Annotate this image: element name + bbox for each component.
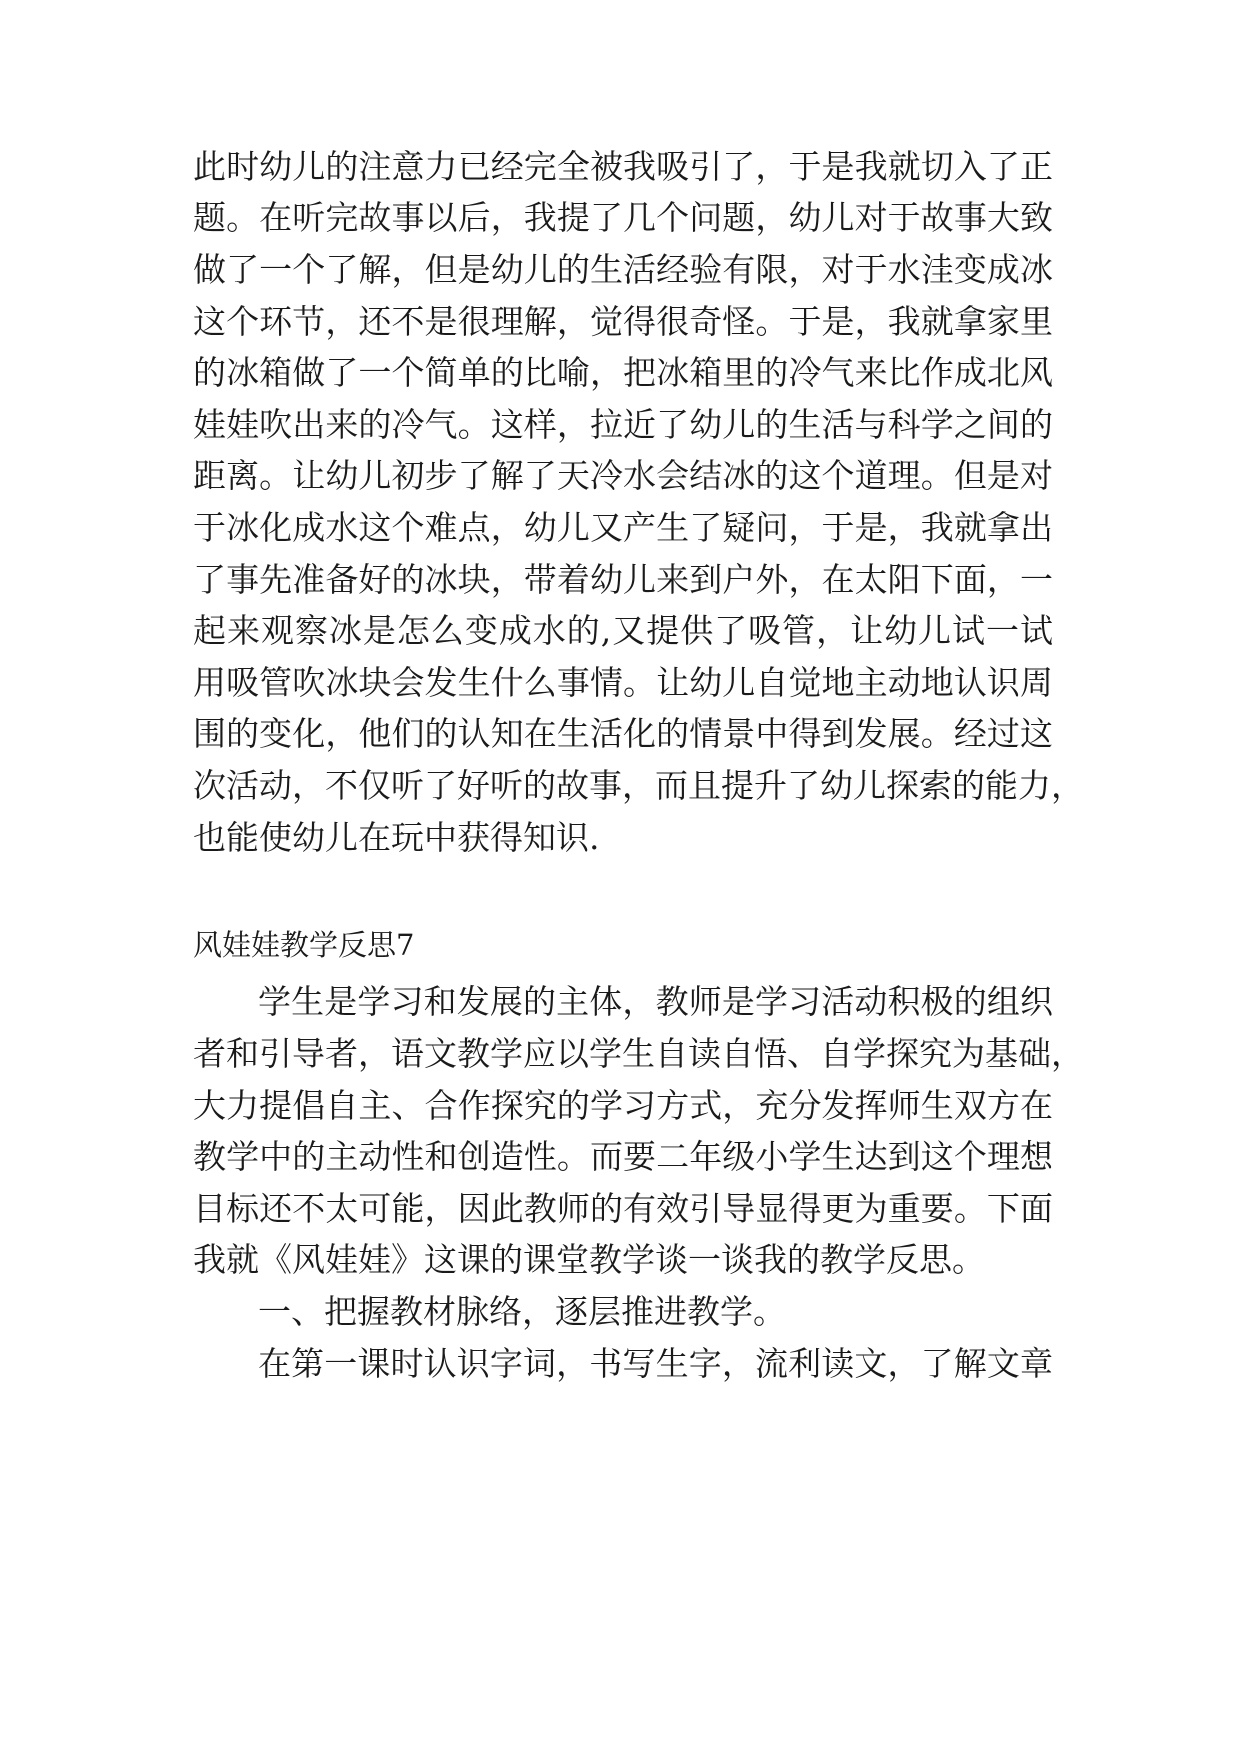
text-line: 于冰化成水这个难点，幼儿又产生了疑问，于是，我就拿出	[193, 508, 1053, 547]
text-line: 娃娃吹出来的冷气。这样，拉近了幼儿的生活与科学之间的	[193, 405, 1053, 444]
text-line: 题。在听完故事以后，我提了几个问题，幼儿对于故事大致	[193, 198, 1053, 237]
text-line: 此时幼儿的注意力已经完全被我吸引了，于是我就切入了正	[193, 147, 1053, 186]
point-heading: 一、把握教材脉络，逐层推进教学。	[258, 1292, 786, 1331]
text-line: 在第一课时认识字词，书写生字，流利读文，了解文章	[258, 1344, 1053, 1383]
text-line: 大力提倡自主、合作探究的学习方式，充分发挥师生双方在	[193, 1086, 1053, 1125]
text-line: 学生是学习和发展的主体，教师是学习活动积极的组织	[258, 982, 1053, 1021]
text-line: 了事先准备好的冰块，带着幼儿来到户外，在太阳下面，一	[193, 560, 1053, 599]
text-line: 做了一个了解，但是幼儿的生活经验有限，对于水洼变成冰	[193, 250, 1053, 289]
text-line: 起来观察冰是怎么变成水的,又提供了吸管，让幼儿试一试	[193, 611, 1053, 650]
text-line: 我就《风娃娃》这课的课堂教学谈一谈我的教学反思。	[193, 1240, 985, 1279]
text-line: 围的变化，他们的认知在生活化的情景中得到发展。经过这	[193, 714, 1053, 753]
text-line: 次活动，不仅听了好听的故事，而且提升了幼儿探索的能力，	[193, 766, 1084, 805]
text-line: 也能使幼儿在玩中获得知识.	[193, 818, 600, 857]
text-line: 用吸管吹冰块会发生什么事情。让幼儿自觉地主动地认识周	[193, 663, 1053, 702]
text-line: 目标还不太可能，因此教师的有效引导显得更为重要。下面	[193, 1189, 1053, 1228]
text-line: 这个环节，还不是很理解，觉得很奇怪。于是，我就拿家里	[193, 302, 1053, 341]
text-line: 的冰箱做了一个简单的比喻，把冰箱里的冷气来比作成北风	[193, 353, 1053, 392]
text-line: 距离。让幼儿初步了解了天冷水会结冰的这个道理。但是对	[193, 456, 1053, 495]
text-line: 者和引导者，语文教学应以学生自读自悟、自学探究为基础，	[193, 1034, 1084, 1073]
text-line: 教学中的主动性和创造性。而要二年级小学生达到这个理想	[193, 1137, 1053, 1176]
section-heading: 风娃娃教学反思7	[193, 928, 415, 962]
